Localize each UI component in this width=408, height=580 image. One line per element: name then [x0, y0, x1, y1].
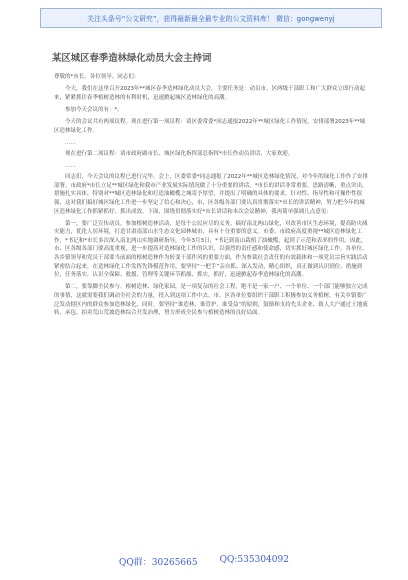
paragraph-attendees: 参加今天会议的有：*。	[65, 106, 123, 113]
ellipsis-2: ……	[65, 163, 76, 170]
document-title: 某区城区春季造林绿化动员大会主持词	[52, 53, 212, 64]
footer-contact	[0, 555, 408, 568]
promo-banner-text: 关注头条号“公文研究”，获得最新最全最专业的公文资料库！ 微信：gongwenyj	[87, 15, 335, 23]
paragraph-point-one: 第一，要广泛宣传动员。参加植树造林活动，是每个公民应尽的义务。搞好南北两山绿化，对改善市区生态环境，提高防灾减灾能力，优化人居环境，打造甘肃南部山水生态文化园林城市，具有十分重要的意义。市委、市政府高度重视**城区造林绿化工作，*书记和*市长多次深入南北两山实地调研指导，今年3月3日，*书记到南山栽植了油橄榄，起到了示范和表率的作用。因此，市、区各级各部门要高度重视，进一步提高对造林绿化工作的认识，以强烈的责任感和使命感，切实抓好城区绿化工作。各单位、各乡镇领导和党员干部要当前面的植树造林作为转变干部作风的重要方面，作为参裁社会责任的有效载体和一项党员宗旨实践活动紧密结合起来，在造林绿化工作发挥先锋模范作用。要坚持“一把手”亲自抓、深入发动，精心组织，真正做到认识到位、措施到位，任务落实，认识全保障、救援、管理等关键环节抓细、抓实，抓好，迅速掀起春季造林绿化的高潮。	[54, 220, 368, 279]
promo-banner	[40, 8, 382, 28]
paragraph-intro: 今天，我们在这里召开2023年**城区春季造林绿化动员大会，主要任务是：动员市、区两级干部职工和广大群众立即行动起来，紧紧抓住春季植树造林的有利时机，迅速掀起城区造林绿化的高潮。	[54, 86, 366, 101]
document-body	[54, 50, 370, 321]
paragraph-agenda-two: 现在进行第二项议程：请市政府副市长、城区绿化指挥部总指挥*市长作动员讲话，大家欢迎。	[65, 150, 294, 157]
paragraph-agenda-one: 今天的会议共有两项议程。现在进行第一项议程：请区委常委*同志通报2022年**城区绿化工作情况，安排部署2023年**城区造林绿化工作。	[54, 119, 366, 134]
paragraph-summary: 同志们，今天会议的议程已进行完毕。会上，区委常委*同志通报了2022年**城区造林绿化情况，对今年的绿化工作作了安排部署，市政府*市长立足**城区绿化和我市产业发展实际情况做了十分重要的讲话，*市长的讲话非常重要，思路清晰，重点突出，措施扎实具体，特别对**城区造林绿化和打造油橄榄之城寄予厚望，并提出了明确的具体的要求，针对性、指导性和可操作性很强，这对我们搞好城区绿化工作进一步坚定了信心和决心，市、区各级各部门要认真贯彻落实*市长的讲话精神，努力把今年的城区造林绿化工作抓紧抓好、抓出成效。下面，围绕贯彻落实好*市长讲话和本次会议精神，我再简单强调几点意见：	[54, 174, 368, 215]
footer-qq-group: QQ群：30265665	[119, 558, 198, 568]
footer-qq: QQ:535304092	[219, 555, 289, 565]
ellipsis-1: ……	[65, 139, 76, 146]
paragraph-point-two: 第二，要靠脚全民参与。植树造林、绿化家园，是一项复杂的社会工程，绝不是一家一户、一个单位、一个部门能够独立完成的事情，这就需要我们调动全社会的力量，投入到这项工作中去。市、区各单位要组织干部职工积极参加义务植树，有关乡镇要广泛发动辖区内的群众参加造林绿化，同时，要坚持“谁造林、谁管护，谁受益”的原则，鼓励和支持先头企业、致人大户通过土地流转、承包、拍卖荒山荒坡造林综合开发治理，努力形成全民参与植树造林的良好局面。	[54, 284, 368, 317]
salutation: 尊敬的*市长，各位领导、同志们：	[54, 74, 140, 80]
